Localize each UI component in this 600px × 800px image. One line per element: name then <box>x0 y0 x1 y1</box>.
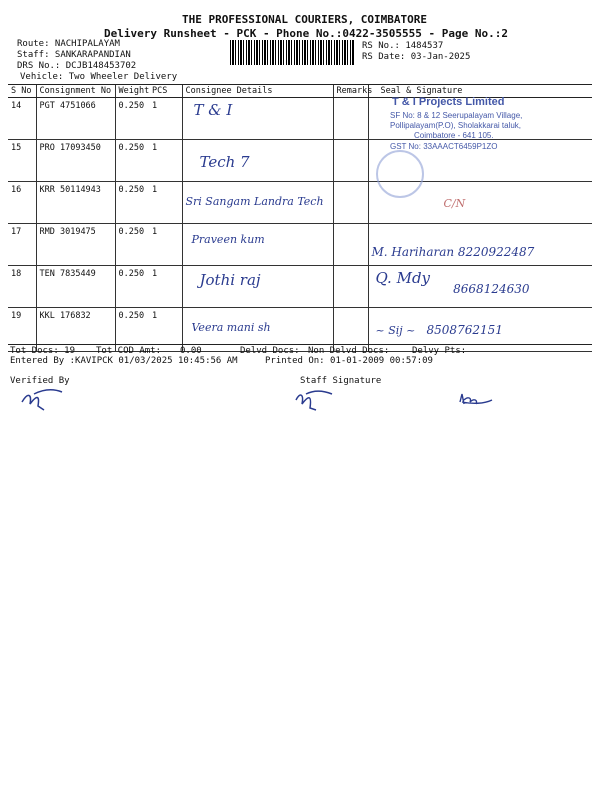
signature-scribble: ~ Sij ~ <box>375 324 416 337</box>
consignee-handwriting: Veera mani sh <box>191 321 271 334</box>
route-label: Route: NACHIPALAYAM <box>17 39 120 49</box>
cell-consignment: KRR 50114943 <box>36 182 115 224</box>
column-header-seal: Seal & Signature <box>368 85 592 98</box>
column-header-pcs: PCS <box>149 85 182 98</box>
cell-weight: 0.250 <box>115 224 149 266</box>
cell-pcs: 1 <box>149 98 182 140</box>
column-header-remarks: Remarks <box>333 85 368 98</box>
table-row <box>8 266 592 308</box>
cell-consignment: KKL 176832 <box>36 308 115 352</box>
column-header-weight: Weight <box>115 85 149 98</box>
consignee-handwriting: Praveen kum <box>191 233 265 246</box>
company-title: THE PROFESSIONAL COURIERS, COIMBATORE <box>182 13 428 26</box>
cell-weight: 0.250 <box>115 308 149 352</box>
rs-number: RS No.: 1484537 <box>362 41 444 51</box>
total-docs: Tot Docs: 19 <box>10 346 76 356</box>
stamp-address-line1: SF No: 8 & 12 Seerupalayam Village, <box>390 111 523 120</box>
footer-divider <box>8 344 592 345</box>
cell-sno: 18 <box>8 266 36 308</box>
entered-by: Entered By :KAVIPCK 01/03/2025 10:45:56 AM <box>10 356 238 366</box>
cell-consignment: TEN 7835449 <box>36 266 115 308</box>
vehicle-label: Vehicle: Two Wheeler Delivery <box>20 72 178 82</box>
stamp-address-line2: Pollipalayam(P.O), Sholakkarai taluk, <box>390 121 522 130</box>
table-row <box>8 224 592 266</box>
cell-weight: 0.250 <box>115 266 149 308</box>
rs-date: RS Date: 03-Jan-2025 <box>362 52 471 62</box>
cell-weight: 0.250 <box>115 182 149 224</box>
seal-handwriting: C/N <box>443 197 466 210</box>
cell-sno: 16 <box>8 182 36 224</box>
cell-weight: 0.250 <box>115 140 149 182</box>
staff-signature <box>292 388 336 414</box>
verifier-signature <box>18 388 66 414</box>
cell-pcs: 1 <box>149 182 182 224</box>
cell-sno: 19 <box>8 308 36 352</box>
seal-handwriting: M. Hariharan 8220922487 <box>371 245 535 259</box>
consignee-handwriting: Tech 7 <box>199 153 250 171</box>
staff-label: Staff: SANKARAPANDIAN <box>17 50 131 60</box>
table-row <box>8 140 592 182</box>
cell-sno: 17 <box>8 224 36 266</box>
total-cod-label: Tot COD Amt: <box>96 346 162 356</box>
cell-remarks <box>333 266 368 308</box>
cell-weight: 0.250 <box>115 98 149 140</box>
total-cod-amount: 0.00 <box>180 346 202 356</box>
delivered-docs: Delvd Docs: <box>240 346 300 356</box>
table-row <box>8 182 592 224</box>
round-seal-icon <box>376 150 424 198</box>
initials-signature <box>456 390 496 410</box>
runsheet-title: Delivery Runsheet - PCK - Phone No.:0422-3505555 - Page No.:2 <box>104 27 508 40</box>
stamp-address-line3: Coimbatore - 641 105. <box>414 131 494 140</box>
verified-by-label: Verified By <box>10 376 70 386</box>
cell-remarks <box>333 140 368 182</box>
seal-handwriting: 8668124630 <box>453 282 530 296</box>
cell-consignment: PRO 17093450 <box>36 140 115 182</box>
cell-pcs: 1 <box>149 140 182 182</box>
consignee-handwriting: Sri Sangam Landra Tech <box>185 195 324 208</box>
consignee-handwriting: T & I <box>193 101 233 119</box>
stamp-gst: GST No: 33AAACT6459P1ZO <box>390 142 498 151</box>
column-header-consignment: Consignment No <box>36 85 115 98</box>
stamp-company-name: T & I Projects Limited <box>392 96 505 108</box>
cell-remarks <box>333 224 368 266</box>
column-header-consignee: Consignee Details <box>182 85 333 98</box>
drs-number: DRS No.: DCJB148453702 <box>17 61 137 71</box>
cell-remarks <box>333 98 368 140</box>
printed-on: Printed On: 01-01-2009 00:57:09 <box>265 356 433 366</box>
seal-handwriting: 8508762151 <box>426 323 503 337</box>
column-header-sno: S No <box>8 85 36 98</box>
signature-scribble: Q. Mdy <box>375 269 431 287</box>
consignee-handwriting: Jothi raj <box>199 271 261 289</box>
cell-sno: 15 <box>8 140 36 182</box>
cell-pcs: 1 <box>149 266 182 308</box>
cell-sno: 14 <box>8 98 36 140</box>
barcode <box>230 40 354 65</box>
non-delivered-docs: Non Delvd Docs: <box>308 346 390 356</box>
delivery-points: Delvy Pts: <box>412 346 467 356</box>
cell-remarks <box>333 182 368 224</box>
cell-consignment: PGT 4751066 <box>36 98 115 140</box>
staff-signature-label: Staff Signature <box>300 376 382 386</box>
cell-pcs: 1 <box>149 308 182 352</box>
cell-consignment: RMD 3019475 <box>36 224 115 266</box>
cell-pcs: 1 <box>149 224 182 266</box>
